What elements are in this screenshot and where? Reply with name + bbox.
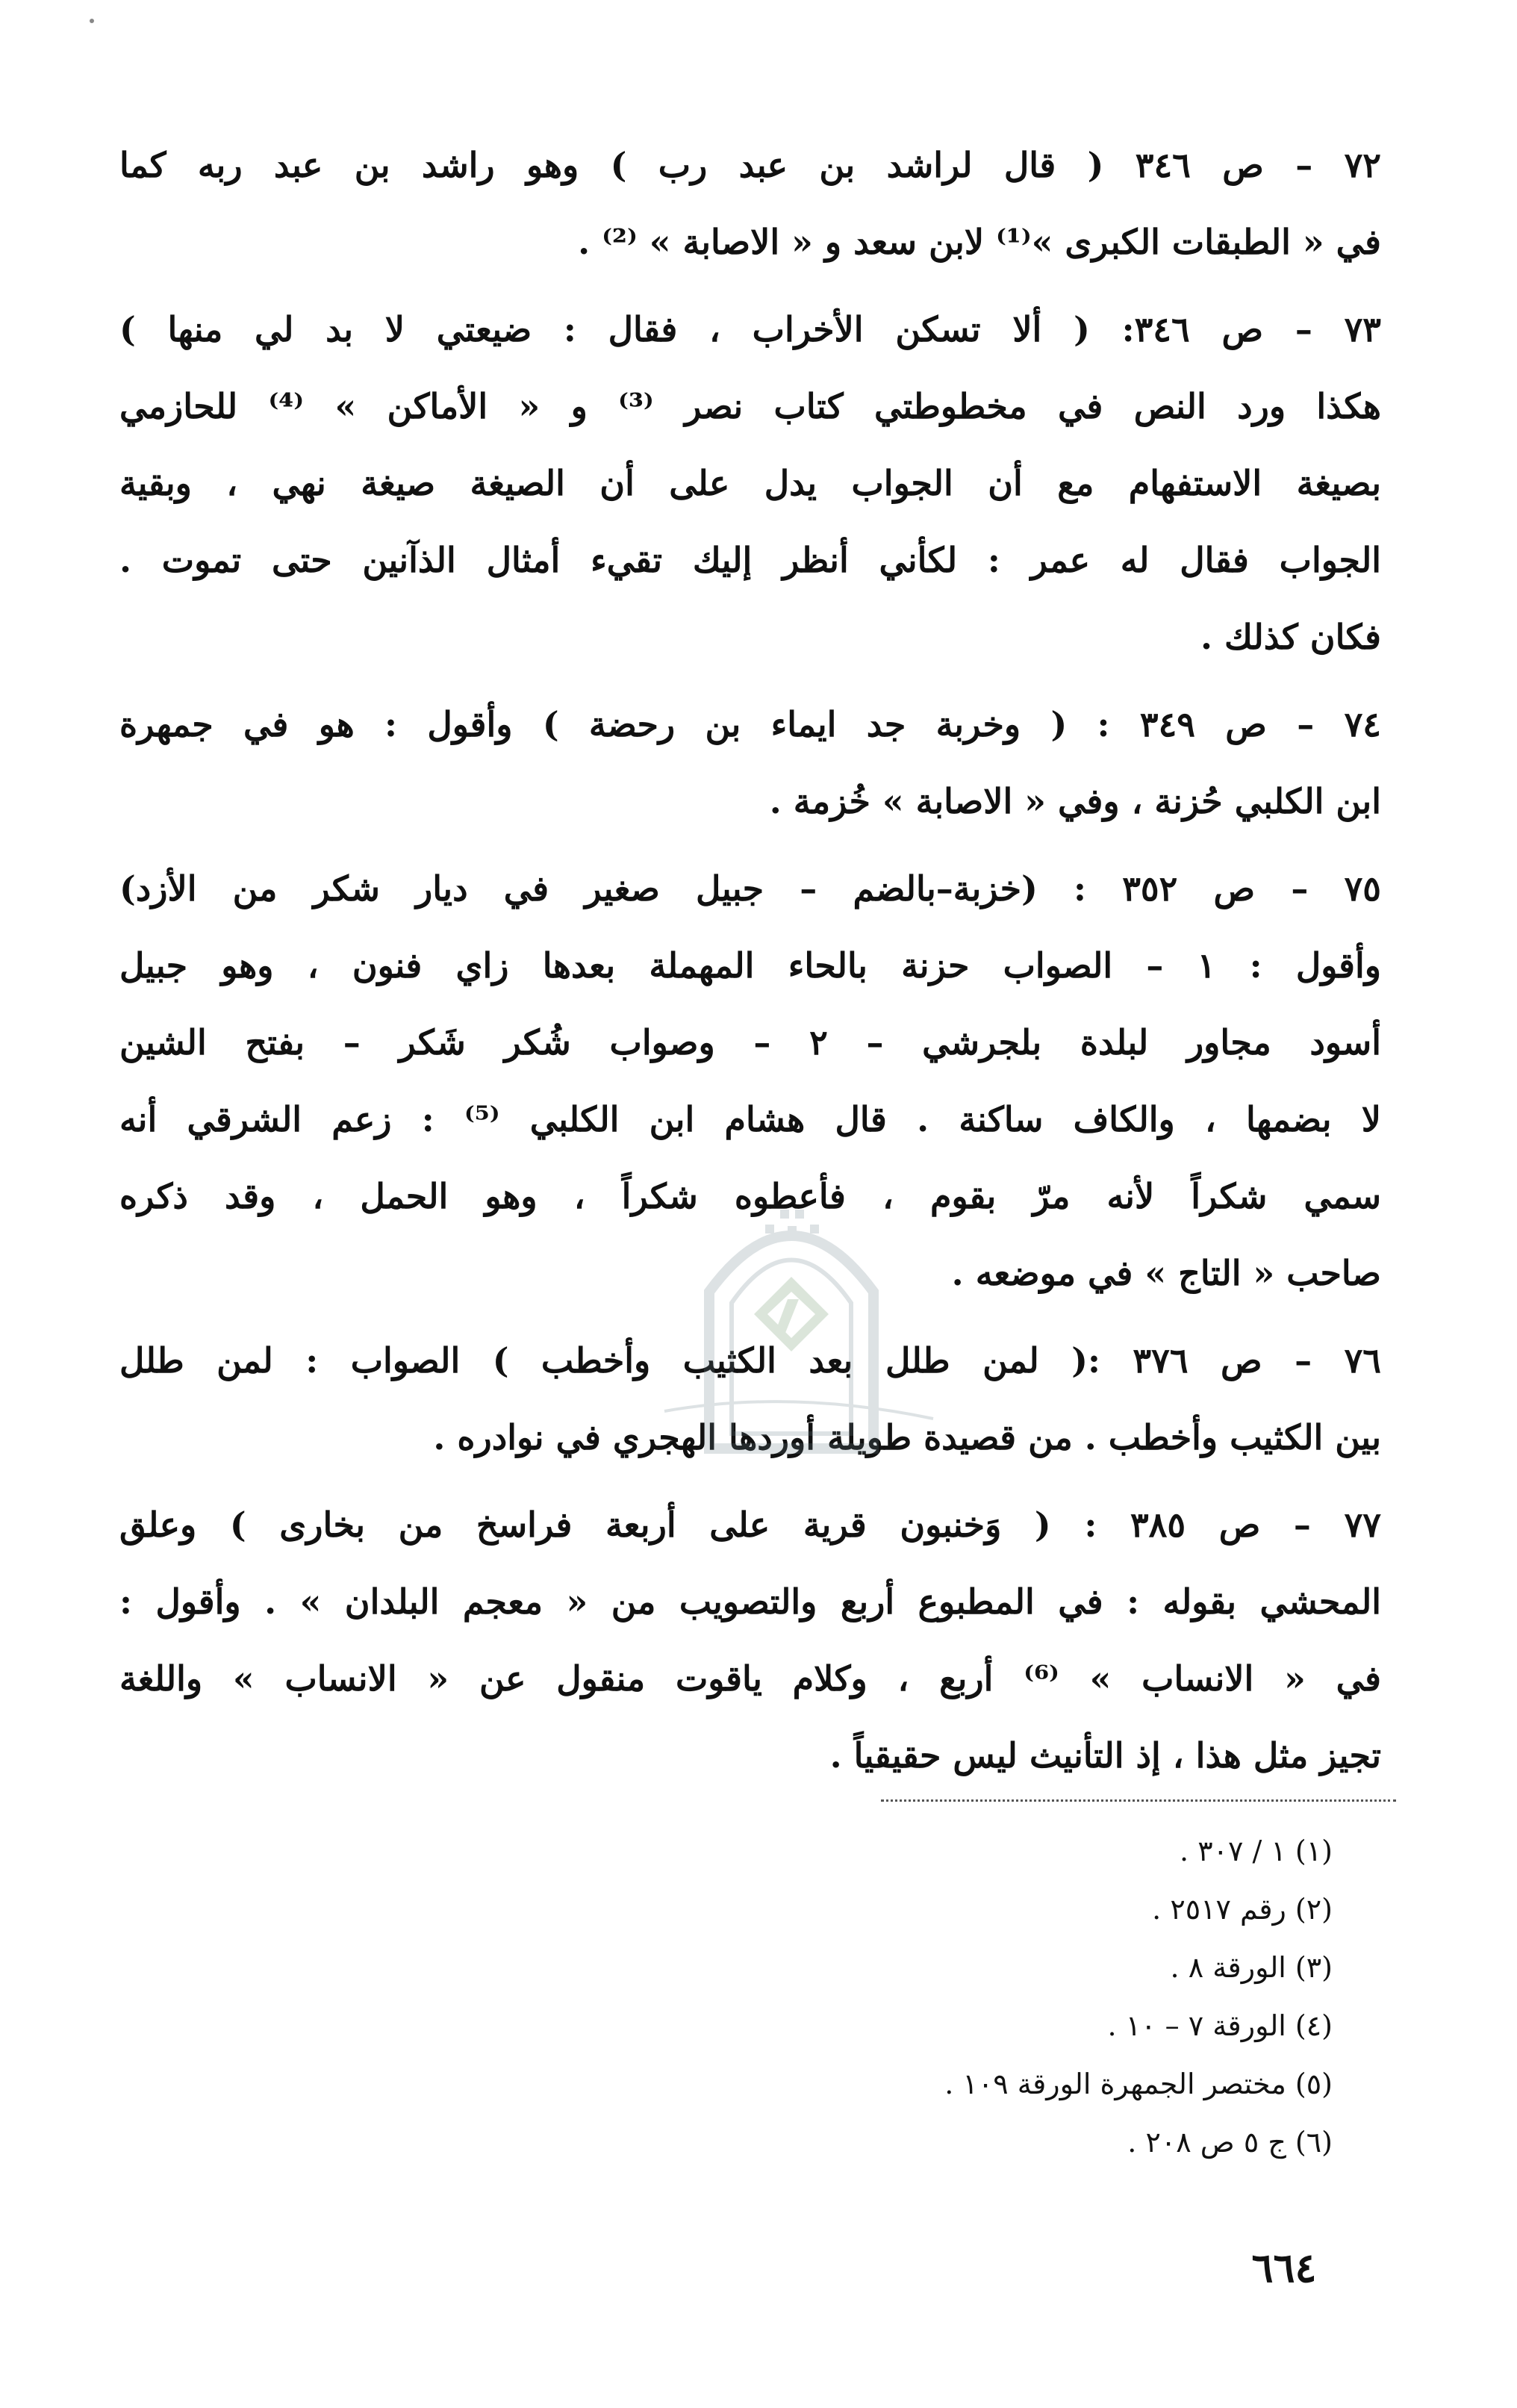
text-line: بصيغة الاستفهام مع أن الجواب يدل على أن الصيغة صيغة نهي ، وبقية (119, 463, 1381, 503)
text-line: الجواب فقال له عمر : لكأني أنظر إليك تقيء أمثال الذآنين حتى تموت . (119, 540, 1381, 580)
entry-77 (119, 1487, 1381, 1794)
text-line: المحشي بقوله : في المطبوع أربع والتصويب من « معجم البلدان » . وأقول : (119, 1581, 1381, 1622)
text-line: ٧٣ – ص ٣٤٦: ( ألا تسكن الأخراب ، فقال : ضيعتي لا بد لي منها ) (119, 309, 1381, 349)
text-line: في « الانساب » ⁽⁶⁾ أربع ، وكلام ياقوت منقول عن « الانساب » واللغة (119, 1658, 1381, 1699)
text-line: هكذا ورد النص في مخطوطتي كتاب نصر ⁽³⁾ و « الأماكن » ⁽⁴⁾ للحازمي (119, 386, 1381, 426)
page-number: ٦٦٤ (1251, 2244, 1317, 2292)
footnote-3: (٣) الورقة ٨ . (1170, 1951, 1333, 1984)
main-text (119, 127, 1381, 1805)
entry-76 (119, 1322, 1381, 1476)
text-line: ٧٤ – ص ٣٤٩ : ( وخربة جد ايماء بن رحضة ) وأقول : هو في جمهرة (119, 704, 1381, 744)
text-line: لا بضمها ، والكاف ساكنة . قال هشام ابن الكلبي ⁽⁵⁾ : زعم الشرقي أنه (119, 1099, 1381, 1139)
entry-73 (119, 291, 1381, 676)
footnote-1: (١) ١ / ٣٠٧ . (1180, 1835, 1333, 1867)
text-line: في « الطبقات الكبرى »⁽¹⁾ لابن سعد و « الاصابة » ⁽²⁾ . (578, 222, 1381, 262)
footnotes (119, 1822, 1333, 2171)
footnote-5: (٥) مختصر الجمهرة الورقة ١٠٩ . (944, 2068, 1333, 2100)
text-line: أسود مجاور لبلدة بلجرشي – ٢ – وصواب شُكر شَكر – بفتح الشين (119, 1022, 1381, 1063)
text-line: تجيز مثل هذا ، إذ التأنيث ليس حقيقياً . (829, 1735, 1381, 1776)
text-line: ٧٢ – ص ٣٤٦ ( قال لراشد بن عبد رب ) وهو راشد بن عبد ربه كما (119, 145, 1381, 185)
text-line: سمي شكراً لأنه مرّ بقوم ، فأعطوه شكراً ، وهو الحمل ، وقد ذكره (119, 1176, 1381, 1216)
text-line: ابن الكلبي حُزنة ، وفي « الاصابة » خُزمة . (769, 781, 1381, 821)
text-line: ٧٦ – ص ٣٧٦ :( لمن طلل بعد الكثيب وأخطب ) الصواب : لمن طلل (119, 1340, 1381, 1381)
footnote-2: (٢) رقم ٢٥١٧ . (1152, 1893, 1333, 1926)
footnote-4: (٤) الورقة ٧ – ١٠ . (1107, 2009, 1333, 2042)
text-line: صاحب « التاج » في موضعه . (951, 1253, 1381, 1293)
entry-75 (119, 850, 1381, 1312)
text-line: بين الكثيب وأخطب . من قصيدة طويلة أوردها الهجري في نوادره . (433, 1417, 1381, 1457)
footnote-6: (٦) ج ٥ ص ٢٠٨ . (1127, 2126, 1333, 2159)
entry-72 (119, 127, 1381, 281)
text-line: فكان كذلك . (1200, 617, 1381, 657)
text-line: ٧٥ – ص ٣٥٢ : (خزبة–بالضم – جبيل صغير في ديار شكر من الأزد) (119, 868, 1381, 909)
entry-74 (119, 686, 1381, 840)
text-line: ٧٧ – ص ٣٨٥ : ( وَخنبون قرية على أربعة فراسخ من بخارى ) وعلق (119, 1505, 1381, 1545)
footnote-divider (881, 1799, 1396, 1802)
margin-dot (90, 19, 94, 23)
text-line: وأقول : ١ – الصواب حزنة بالحاء المهملة بعدها زاي فنون ، وهو جبيل (119, 945, 1381, 986)
